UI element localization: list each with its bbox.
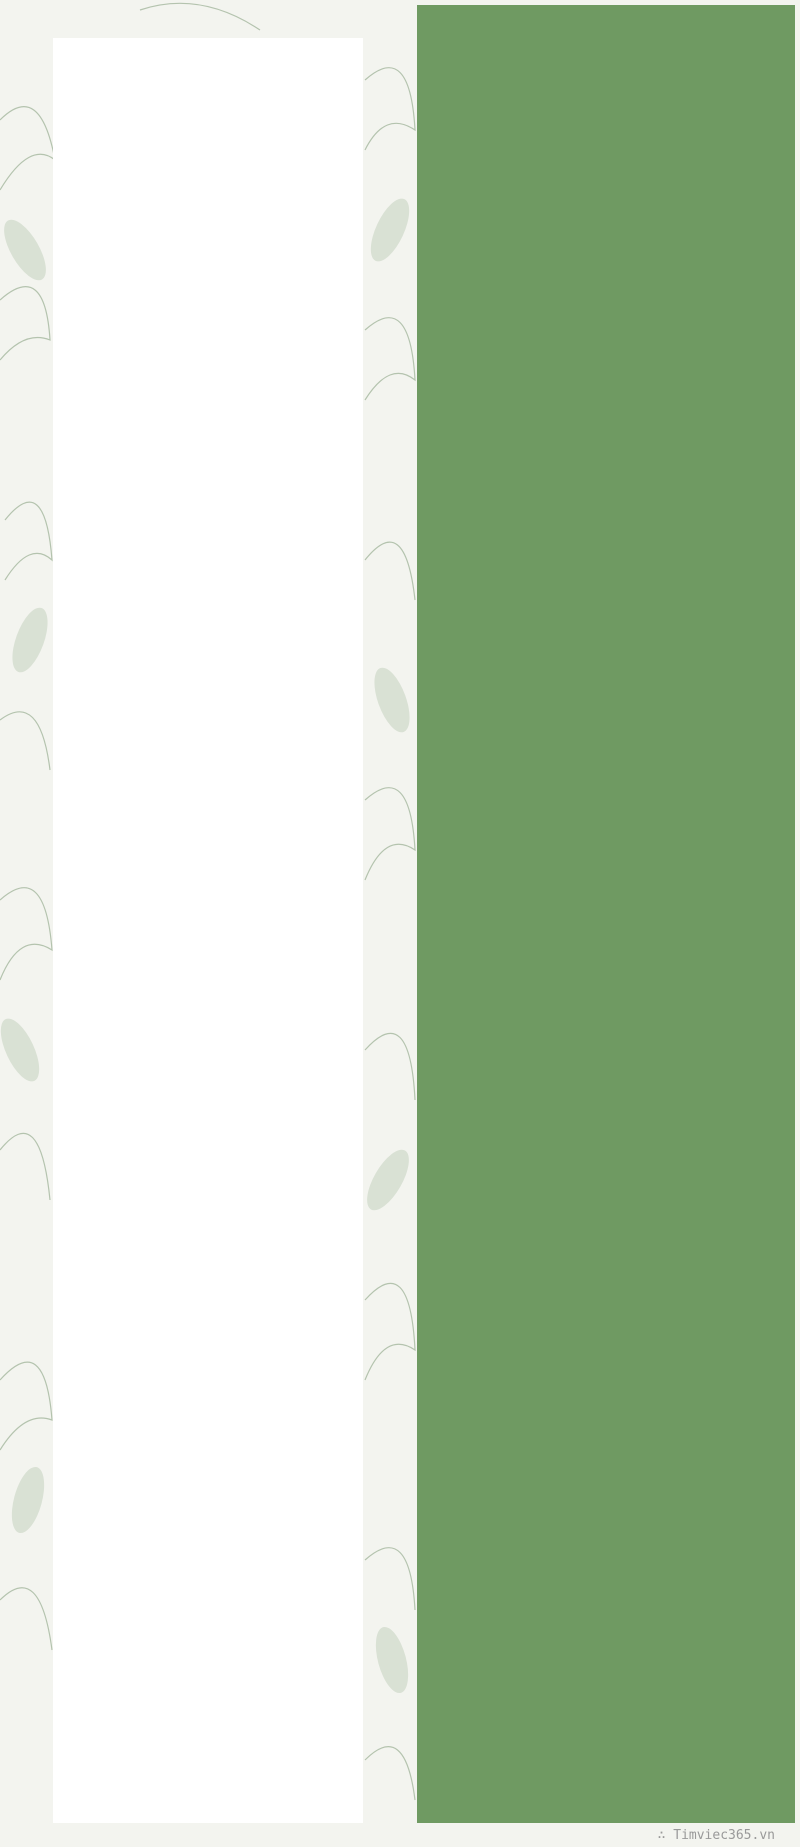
left-column-card [53,38,363,1823]
watermark: ∴ Timviec365.vn [657,1828,775,1843]
right-column-panel [417,5,795,1823]
